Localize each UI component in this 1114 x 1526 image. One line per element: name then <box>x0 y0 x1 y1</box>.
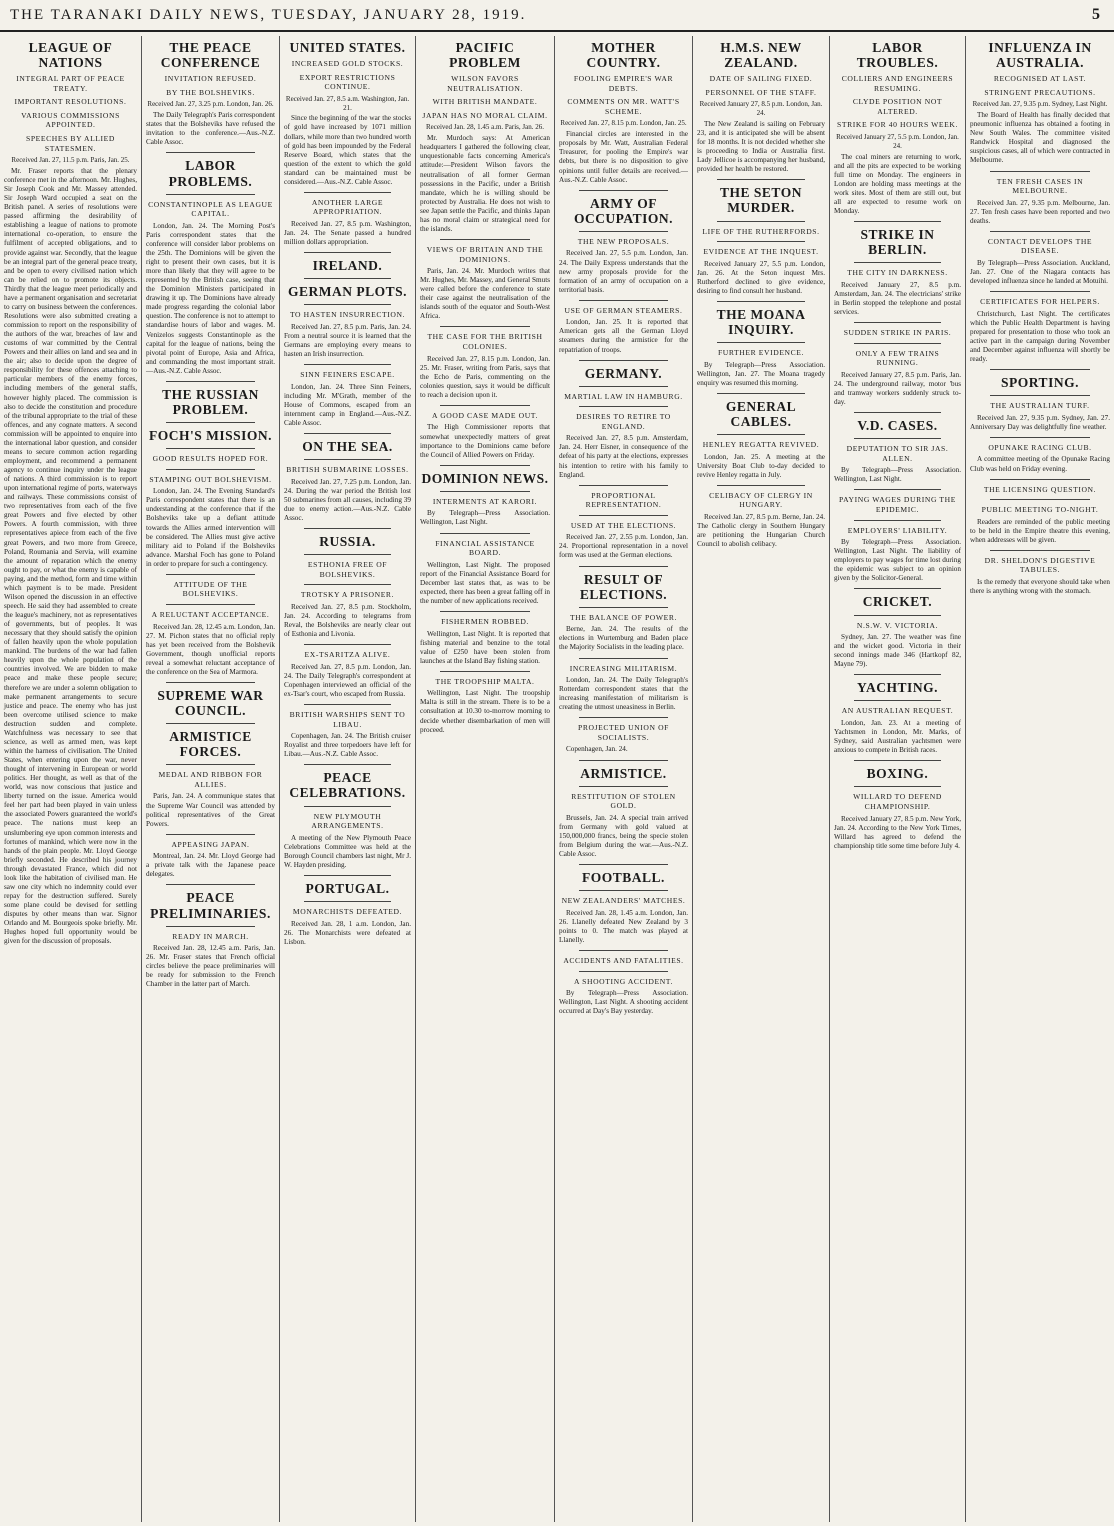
article-subheading: WILSON FAVORS NEUTRALISATION. <box>447 74 523 93</box>
article-subheading: COLLIERS AND ENGINEERS RESUMING. <box>841 74 954 93</box>
section-divider <box>579 658 668 659</box>
section-divider <box>304 528 391 529</box>
section-divider <box>717 301 805 302</box>
section-heading: THE SETON MURDER. <box>720 185 802 216</box>
section-heading: V.D. CASES. <box>857 418 938 434</box>
section-divider <box>304 278 391 279</box>
section-body: A meeting of the New Plymouth Peace Celebrations Committee was held at the Borough Council chambers last night, Mr J. W. Hayden presiding. <box>284 833 411 869</box>
section-divider <box>304 806 391 807</box>
section-heading: PROPORTIONAL REPRESENTATION. <box>585 490 662 510</box>
section-heading: EVIDENCE AT THE INQUEST. <box>703 247 819 257</box>
section-heading: CELIBACY OF CLERGY IN HUNGARY. <box>709 490 813 510</box>
section-body: London, Jan. 24. The Daily Telegraph's Rotterdam correspondent states that the increasing manifestation of militarism is creating the utmost uneasiness in Berlin. <box>559 676 688 712</box>
section-divider <box>854 786 941 787</box>
section-body: Received Jan. 27, 8.5 p.m. Amsterdam, Jan. 24. Herr Eisner, in consequence of the defeat of his party at the elections, expresses his intention to retire with his family to England. <box>559 434 688 479</box>
section-body: Received Jan. 27, 8.5 p.m. Paris, Jan. 24. From a neutral source it is learned that the Germans are employing every means to hasten an Irish insurrection. <box>284 323 411 359</box>
section-divider <box>440 611 530 612</box>
section-heading: BRITISH WARSHIPS SENT TO LIBAU. <box>289 709 406 729</box>
section-heading: RESULT OF ELECTIONS. <box>579 571 668 602</box>
section-heading: APPEASING JAPAN. <box>171 839 250 849</box>
section-divider <box>304 364 391 365</box>
section-heading: N.S.W. V. VICTORIA. <box>856 620 939 630</box>
section-body: Wellington, Last Night. The troopship Malta is still in the stream. There is to be a consultation at 10.30 to-morrow morning to decide whether disembarkation of men will proceed. <box>420 689 550 734</box>
section-divider <box>579 190 668 191</box>
section-body: Received Jan. 28, 1.45 a.m. London, Jan. 26. Llanelly defeated New Zealand by 3 points to 0. The match was played at Llanelly. <box>559 908 688 944</box>
section-heading: HENLEY REGATTA REVIVED. <box>702 440 820 450</box>
section-body: Received Jan. 28, 1 a.m. London, Jan. 26. The Monarchists were defeated at Lisbon. <box>284 919 411 946</box>
column-4 <box>416 36 555 1522</box>
masthead <box>0 0 1114 32</box>
section-heading: FISHERMEN ROBBED. <box>441 616 529 626</box>
section-body: London, Jan. 24. Three Sinn Feiners, including Mr. M'Grath, member of the House of Commons, escaped from an internment camp in England.—Aus.-N.Z. Cable Assoc. <box>284 382 411 428</box>
section-divider <box>304 304 391 305</box>
section-heading: TROTSKY A PRISONER. <box>300 590 395 600</box>
section-body: Brussels, Jan. 24. A special train arrived from Germany with gold valued at 150,000,000 francs, being the specie stolen from Belgium during the war.—Aus.-N.Z. Cable Assoc. <box>559 813 688 858</box>
section-divider <box>166 834 255 835</box>
section-heading: CERTIFICATES FOR HELPERS. <box>980 297 1100 307</box>
section-divider <box>304 252 391 253</box>
section-divider <box>579 890 668 891</box>
section-divider <box>579 950 668 951</box>
section-divider <box>854 412 941 413</box>
section-divider <box>579 566 668 567</box>
section-divider <box>579 360 668 361</box>
article-headline: H.M.S. NEW ZEALAND. <box>720 40 802 71</box>
section-divider <box>717 485 805 486</box>
section-heading: DESIRES TO RETIRE TO ENGLAND. <box>576 412 671 431</box>
section-heading: SUPREME WAR COUNCIL. <box>157 687 264 718</box>
section-divider <box>304 875 391 876</box>
article-subheading: PERSONNEL OF THE STAFF. <box>705 87 817 97</box>
section-body: Received January 27, 8.5 p.m. New York, Jan. 24. According to the New York Times, Willard has agreed to defend the championship title some time before July 4. <box>834 814 961 850</box>
section-heading: PORTUGAL. <box>305 880 390 896</box>
article-body: Since the beginning of the war the stocks of gold have increased by 1071 million dollars, while more than two hundred worth of gold has been impounded by the Federal Reserve Board, which states that the question of the extent to which the gold standard can be maintained must be considered.—Aus.-N.Z. Cable Assoc. <box>284 114 411 186</box>
section-heading: CONTACT DEVELOPS THE DISEASE. <box>987 236 1093 256</box>
section-heading: ARMISTICE FORCES. <box>169 729 252 760</box>
section-divider <box>304 584 391 585</box>
section-heading: PEACE CELEBRATIONS. <box>289 770 406 801</box>
section-body: Received Jan. 27, 5.5 p.m. London, Jan. 24. The Daily Express understands that the new army proposals provide for the formation of an army of occupation on a territorial basis. <box>559 249 688 294</box>
section-heading: TO HASTEN INSURRECTION. <box>289 310 406 320</box>
section-divider <box>990 171 1090 172</box>
article-headline: MOTHER COUNTRY. <box>586 40 661 71</box>
section-divider <box>304 554 391 555</box>
section-heading: ON THE SEA. <box>302 439 393 455</box>
section-body: By Telegraph—Press Association. Wellington, Last Night. <box>834 466 961 484</box>
section-divider <box>717 434 805 435</box>
article-dateline: Received Jan. 28, 1.45 a.m. Paris, Jan. 26. <box>425 123 544 132</box>
section-divider <box>854 674 941 675</box>
section-heading: EX-TSARITZA ALIVE. <box>304 650 391 660</box>
column-3 <box>280 36 416 1522</box>
section-body: Sydney, Jan. 27. The weather was fine and the wicket good. Victoria in their second innings made 346 (Hartkopf 82, Mayne 79). <box>834 633 961 669</box>
section-heading: A RELUCTANT ACCEPTANCE. <box>151 609 270 619</box>
section-divider <box>854 262 941 263</box>
section-heading: USE OF GERMAN STEAMERS. <box>564 305 683 315</box>
section-heading: ANOTHER LARGE APPROPRIATION. <box>311 197 384 217</box>
section-divider <box>854 700 941 701</box>
section-heading: GOOD RESULTS HOPED FOR. <box>152 454 269 464</box>
section-divider <box>854 615 941 616</box>
section-divider <box>854 588 941 589</box>
section-divider <box>579 864 668 865</box>
column-5 <box>555 36 693 1522</box>
section-heading: GERMAN PLOTS. <box>287 284 407 300</box>
section-heading: THE TROOPSHIP MALTA. <box>435 676 535 686</box>
article-headline: UNITED STATES. <box>289 40 406 55</box>
section-divider <box>854 760 941 761</box>
section-body: Received Jan. 27, 2.55 p.m. London, Jan. 24. Proportional representation in a novel form was used at the German elections. <box>559 533 688 560</box>
section-heading: GENERAL CABLES. <box>725 398 797 430</box>
section-divider <box>166 469 255 470</box>
section-body: Copenhagen, Jan. 24. The British cruiser Royalist and three torpedoers have left for Libau.—Aus.-N.Z. Cable Assoc. <box>284 732 411 759</box>
section-body: Wellington, Last Night. It is reported that fishing material and benzine to the total value of £250 have been stolen from launches at the Island Bay fishing station. <box>420 629 550 665</box>
section-divider <box>166 448 255 449</box>
section-divider <box>579 717 668 718</box>
section-body: Received Jan. 27, 7.25 p.m. London, Jan. 24. During the war period the British lost 50 submarines from all causes, including 39 due to enemy action.—Aus.-N.Z. Cable Assoc. <box>284 477 411 523</box>
section-body: London, Jan. 24. The Evening Standard's Paris correspondent states that there is an understanding at the conference that if the Bolsheviks take up a defiant attitude towards the Allies armed intervention will be considered. The Allies must give active military aid to Poland if the Bolsheviks advance. Marshal Foch has gone to Poland in order to prepare for such a contingency. <box>146 487 275 568</box>
section-heading: WILLARD TO DEFEND CHAMPIONSHIP. <box>853 792 942 811</box>
section-body: London, Jan. 25. It is reported that American gets all the German Lloyd steamers during the armistice for the repatriation of troops. <box>559 318 688 354</box>
section-heading: RUSSIA. <box>319 534 376 550</box>
section-body: By Telegraph—Press Association. Wellington, Last Night. The liability of employers to pay wages for time lost during the epidemic was subject to an opinion given by the Solicitor-General. <box>834 538 961 583</box>
section-divider <box>304 644 391 645</box>
section-heading: THE NEW PROPOSALS. <box>577 236 670 246</box>
section-heading: A SHOOTING ACCIDENT. <box>574 976 673 986</box>
section-heading: VIEWS OF BRITAIN AND THE DOMINIONS. <box>426 244 544 264</box>
section-body: Received Jan. 27, 9.35 p.m. Melbourne, Jan. 27. Ten fresh cases have been reported and two deaths. <box>970 198 1110 225</box>
section-divider <box>166 723 255 724</box>
section-divider <box>579 231 668 232</box>
section-body: Received January 27, 8.5 p.m. Paris, Jan. 24. The underground railway, motor 'bus and tramway workers suddenly struck to-day. <box>834 370 961 406</box>
section-body: Paris, Jan. 24. Mr. Murdoch writes that Mr. Hughes, Mr. Massey, and General Smuts were called before the conference to state their case against the neutralisation of the islands south of the equator and South-West Africa. <box>420 267 550 321</box>
article-subheading: JAPAN HAS NO MORAL CLAIM. <box>422 110 548 120</box>
article-headline: THE PEACE CONFERENCE <box>160 40 261 71</box>
section-divider <box>717 241 805 242</box>
section-heading: INTERMENTS AT KARORI. <box>432 496 538 506</box>
section-divider <box>717 179 805 180</box>
article-subheading: FOOLING EMPIRE'S WAR DEBTS. <box>573 74 674 93</box>
section-divider <box>990 499 1090 500</box>
column-7 <box>830 36 966 1522</box>
section-heading: YACHTING. <box>857 680 938 696</box>
section-body: Received Jan. 27, 8.15 p.m. London, Jan. 25. Mr. Fraser, writing from Paris, says that the Echo de Paris, commenting on the colonies question, says it would be difficult to reach a decision upon it. <box>420 354 550 399</box>
section-divider <box>440 465 530 466</box>
column-8 <box>966 36 1114 1522</box>
article-dateline: Received January 27, 5.5 p.m. London, Jan. 24. <box>836 133 959 150</box>
section-heading: ONLY A FEW TRAINS RUNNING. <box>855 348 940 368</box>
section-divider <box>440 533 530 534</box>
section-body: Paris, Jan. 24. A communique states that the Supreme War Council was attended by political representatives of the Great Powers. <box>146 792 275 828</box>
section-divider <box>304 433 391 434</box>
section-heading: PEACE PRELIMINARIES. <box>150 890 271 921</box>
section-heading: DOMINION NEWS. <box>421 470 549 486</box>
section-heading: NEW ZEALANDERS' MATCHES. <box>561 896 686 906</box>
section-body: A committee meeting of the Opunake Racing Club was held on Friday evening. <box>970 455 1110 473</box>
section-divider <box>166 604 255 605</box>
section-heading: STRIKE IN BERLIN. <box>860 227 935 258</box>
section-divider <box>854 343 941 344</box>
article-subheading: INTEGRAL PART OF PEACE TREATY. <box>16 74 125 93</box>
section-heading: INCREASING MILITARISM. <box>569 663 678 673</box>
section-body: Received Jan. 28, 12.45 a.m. London, Jan. 27. M. Pichon states that no official reply has yet been received from the Bolshevik Government, though unofficial reports reveal a somewhat reluctant acceptance of the conference on the Sea of Marmora. <box>146 622 275 676</box>
section-divider <box>579 485 668 486</box>
section-heading: CONSTANTINOPLE AS LEAGUE CAPITAL. <box>148 199 273 219</box>
article-subheading: INVITATION REFUSED. <box>164 74 257 84</box>
section-divider <box>579 300 668 301</box>
section-divider <box>440 671 530 672</box>
section-heading: THE AUSTRALIAN TURF. <box>990 401 1090 411</box>
section-heading: PROJECTED UNION OF SOCIALISTS. <box>578 723 669 742</box>
section-heading: MARTIAL LAW IN HAMBURG. <box>564 391 683 401</box>
section-heading: GERMANY. <box>584 365 663 381</box>
section-heading: SUDDEN STRIKE IN PARIS. <box>843 328 952 338</box>
section-heading: ARMISTICE. <box>580 765 667 781</box>
section-divider <box>166 764 255 765</box>
column-1 <box>0 36 142 1522</box>
section-heading: DR. SHELDON'S DIGESTIVE TABULES. <box>984 555 1096 575</box>
section-body: Received January 27, 5.5 p.m. London, Jan. 26. At the Seton inquest Mrs. Rutherford declined to give evidence, desiring to find consult her husband. <box>697 259 825 295</box>
section-body: Montreal, Jan. 24. Mr. Lloyd George had a private talk with the Japanese peace delegates. <box>146 852 275 879</box>
section-divider <box>166 884 255 885</box>
article-body: Mr. Fraser reports that the plenary conference met in the afternoon. Mr. Hughes, Sir Joseph Cook and Mr. Massey attended. Sir Joseph Ward occupied a seat on the British panel. A series of resolutions were passed affirming the desirability of establishing a league of nations to promote international co-operation, to ensure the fulfilment of accepted obligations, and to provide against war. Secondly, that the league be an integral part of the general peace treaty, and be open to every civilised nation which can be relied on to promote its objects. Thirdly that the league meet periodically and have a permanent organisation and secretariat to carry on business between the conferences. Resolutions were also submitted creating a commission to report on the responsibility of the authors of the war, breaches of law and customs of war committed by the Central Powers and their allies on land and sea and in the air; also to decide upon the degree of responsibility for these offences attaching to particular members of the enemy forces, including members of the general staffs, however highly placed. The commission is also to decide the constitution and procedure of the tribunal appropriate to the trial of these offences, and any cognate matters. A second commission will be appointed to enquire into the international labor question, and consider means to secure common action regarding employment, and recommend a permanent agency to continue inquiry under the league of nations. A third commission is to report upon international regime of ports, waterways and railways. These commissions consist of two representatives from each of the five great Powers and five elected by other Powers. A fourth commission, with three representatives apiece from each of the five great Powers, and two more from Greece, Poland, Roumania and Servia, will examine the amount of reparation which the enemy ought to pay, or what the enemy is capable of paying, and the method, form and time within which payment is to be made. President Wilson opened the discussion in an effective speech. He said they had assembled to create the league's machinery, not as representatives of governments, but of peoples. It was necessary that they should satisfy the opinion of fallen heavily upon the whole population mankind. The burdens of the war had fallen heavily upon the whole population of the countries involved. We are bidden to make peace and make these people secure; therefore we are under a solemn obligation to make permanent arrangements to secure justice and peace. The enemy who has just been overcome utilised science to make destruction sudden and complete. Watchfulness was necessary to see that science, as well as armed men, was kept within the harness of civilisation. The United States, when entering upon the war, never thought of intervening in European or world politics. Her thought, as well as that of the world, was now conscious that justice and liberty turned on the issue. America would feel her part had been played in vain unless the associated Powers guaranteed the world's peace. The nations must keep an unslumbering eye upon common interests and fortunes of mankind, which were now in the hands of the plain people. Mr. Lloyd George briefly seconded. He described his journey through devastated France, which did not look like the habitation of civilised man. He saw one city which no indemnity could ever repay for the destruction suffered. Surely some plane could be devised for settling disputes by other means than war. Signor Orlando and M. Bourgeois spoke briefly. Mr. Hughes hoped full opportunity would be given for the discussion of proposals. <box>4 166 137 946</box>
article-subheading: VARIOUS COMMISSIONS APPOINTED. <box>21 110 120 130</box>
section-divider <box>304 459 391 460</box>
article-dateline: Received Jan. 27, 8.15 p.m. London, Jan. 25. <box>560 119 687 128</box>
section-body: Received Jan. 27, 9.35 p.m. Sydney, Jan. 27. Anniversary Day was delightfully fine weather. <box>970 413 1110 431</box>
section-heading: SINN FEINERS ESCAPE. <box>300 370 395 380</box>
section-heading: FOOTBALL. <box>582 870 665 886</box>
article-subheading: CLYDE POSITION NOT ALTERED. <box>852 97 943 116</box>
section-divider <box>579 515 668 516</box>
section-body: Berne, Jan. 24. The results of the elections in Wurtemburg and Baden place the Majority Socialists in the leading place. <box>559 625 688 652</box>
section-divider <box>440 326 530 327</box>
section-body: By Telegraph—Press Association. Wellington, Last Night. <box>420 509 550 527</box>
section-heading: ATTITUDE OF THE BOLSHEVIKS. <box>173 579 248 599</box>
section-heading: ACCIDENTS AND FATALITIES. <box>563 955 684 965</box>
section-divider <box>166 152 255 153</box>
section-divider <box>579 786 668 787</box>
section-divider <box>990 369 1090 370</box>
section-heading: THE CITY IN DARKNESS. <box>847 268 948 278</box>
article-subheading: DATE OF SAILING FIXED. <box>709 74 813 84</box>
section-divider <box>854 438 941 439</box>
section-divider <box>304 704 391 705</box>
section-body: Received Jan. 27, 8.5 p.m. Washington, Jan. 24. The Senate passed a hundred million dollars appropriation. <box>284 220 411 247</box>
section-divider <box>990 291 1090 292</box>
section-heading: FURTHER EVIDENCE. <box>717 348 805 358</box>
section-divider <box>990 437 1090 438</box>
section-heading: FINANCIAL ASSISTANCE BOARD. <box>435 538 535 558</box>
section-body: Received Jan. 27, 8.5 p.m. London, Jan. 24. The Daily Telegraph's correspondent at Copenhagen interviewed an official of the ex-Tsar's court, who escaped from Russia. <box>284 662 411 698</box>
section-heading: THE RUSSIAN PROBLEM. <box>162 386 259 417</box>
section-divider <box>304 901 391 902</box>
section-heading: OPUNAKE RACING CLUB. <box>988 442 1092 452</box>
section-divider <box>579 760 668 761</box>
article-subheading: SPEECHES BY ALLIED STATESMEN. <box>26 134 115 153</box>
section-heading: RESTITUTION OF STOLEN GOLD. <box>571 791 676 811</box>
section-heading: THE MOANA INQUIRY. <box>716 306 806 338</box>
section-heading: IRELAND. <box>312 258 383 274</box>
section-heading: NEW PLYMOUTH ARRANGEMENTS. <box>311 811 384 831</box>
section-divider <box>166 381 255 382</box>
section-divider <box>304 192 391 193</box>
article-body: The Daily Telegraph's Paris correspondent states that the Bolsheviks have refused the invitation to the conference.—Aus.-N.Z. Cable Assoc. <box>146 111 276 147</box>
section-body: Received January 27, 8.5 p.m. Amsterdam, Jan. 24. The electricians' strike in Berlin stopped the telephone and postal services. <box>834 280 961 317</box>
section-heading: THE BALANCE OF POWER. <box>569 612 678 622</box>
article-dateline: Received Jan. 27, 11.5 p.m. Paris, Jan. 25. <box>11 156 130 165</box>
section-divider <box>166 926 255 927</box>
article-headline: PACIFIC PROBLEM <box>449 40 521 71</box>
section-divider <box>717 221 805 222</box>
section-heading: LABOR PROBLEMS. <box>168 158 253 189</box>
section-divider <box>304 764 391 765</box>
section-divider <box>579 971 668 972</box>
article-subheading: IMPORTANT RESOLUTIONS. <box>14 97 127 107</box>
section-body: Received Jan. 27, 8.5 p.m. Berne, Jan. 24. The Catholic clergy in Southern Hungary are petitioning the Hungarian Church Council to abolish celibacy. <box>697 513 825 549</box>
section-heading: CRICKET. <box>862 594 933 610</box>
section-divider <box>717 342 805 343</box>
section-divider <box>854 221 941 222</box>
article-body: The Board of Health has finally decided that pneumonic influenza has obtained a footing in New South Wales. The committee visited Randwick Hospital and diagnosed the suspicious cases, all of which were contracted in Melbourne. <box>970 111 1110 165</box>
section-heading: USED AT THE ELECTIONS. <box>570 520 677 530</box>
section-divider <box>990 231 1090 232</box>
section-body: By Telegraph—Press Association. Wellington, Last Night. A shooting accident occurred at Day's Bay yesterday. <box>559 989 688 1016</box>
section-heading: ARMY OF OCCUPATION. <box>573 195 674 226</box>
section-heading: FOCH'S MISSION. <box>148 428 273 444</box>
column-2 <box>142 36 280 1522</box>
article-subheading: BY THE BOLSHEVIKS. <box>166 87 255 97</box>
article-dateline: Received Jan. 27, 8.5 a.m. Washington, Jan. 21. <box>285 94 410 112</box>
section-divider <box>440 239 530 240</box>
section-heading: DEPUTATION TO SIR JAS. ALLEN. <box>846 444 949 463</box>
article-headline: INFLUENZA IN AUSTRALIA. <box>988 40 1092 71</box>
section-divider <box>990 550 1090 551</box>
section-body: Copenhagen, Jan. 24. <box>566 745 628 754</box>
article-dateline: Received Jan. 27, 3.25 p.m. London, Jan. 26. <box>147 100 274 109</box>
section-heading: TEN FRESH CASES IN MELBOURNE. <box>996 176 1084 196</box>
section-heading: AN AUSTRALIAN REQUEST. <box>841 706 954 716</box>
section-divider <box>579 607 668 608</box>
page-number: 5 <box>1092 6 1100 23</box>
article-body: The coal miners are returning to work, and all the pits are expected to be working full time on Monday. The engineers in London are holding mass meetings at the work sites. Most of them are still out, but all are expected to resume work on Monday. <box>834 152 961 216</box>
section-divider <box>990 479 1090 480</box>
section-heading: READY IN MARCH. <box>172 931 249 941</box>
article-subheading: INCREASED GOLD STOCKS. <box>291 59 404 69</box>
section-divider <box>579 406 668 407</box>
section-body: London, Jan. 23. At a meeting of Yachtsmen in London, Mr. Marks, of Sydney, said Australian yachtsmen were anxious to compete in British races. <box>834 719 961 755</box>
article-body: Mr. Murdoch says: At American headquarters I gathered the following clear, unquestionable facts concerning America's attitude:—President Wilson favors the neutralisation of all former German possessions in the Pacific, under a British mandate, which he is willing should be protected by Australia. He does not wish to see Japan settle the Pacific, and thinks Japan has no moral claim or strategical need for the islands. <box>420 134 550 233</box>
section-heading: PAYING WAGES DURING THE EPIDEMIC. <box>839 495 956 514</box>
section-body: London, Jan. 25. A meeting at the University Boat Club to-day decided to revive Henley regatta in July. <box>697 452 825 479</box>
article-headline: LEAGUE OF NATIONS <box>28 40 113 71</box>
section-heading: MEDAL AND RIBBON FOR ALLIES. <box>158 770 263 789</box>
section-heading: A GOOD CASE MADE OUT. <box>432 410 538 420</box>
section-heading: LIFE OF THE RUTHERFORDS. <box>702 226 820 236</box>
section-divider <box>166 194 255 195</box>
article-subheading: EXPORT RESTRICTIONS CONTINUE. <box>299 72 396 92</box>
section-body: Readers are reminded of the public meeting to be held in the Empire theatre this evening, when addresses will be given. <box>970 517 1110 544</box>
section-heading: BOXING. <box>866 766 929 782</box>
section-body: Received Jan. 27, 8.5 p.m. Stockholm, Jan. 24. According to telegrams from Reval, the Bolsheviks are nearly clear out of Esthonia and Livonia. <box>284 602 411 639</box>
section-body: Wellington, Last Night. The proposed report of the Financial Assistance Board for December last states that, as was to be expected, there has been a great falling off in the number of new applications received. <box>420 560 550 605</box>
article-dateline: Received Jan. 27, 9.35 p.m. Sydney, Last Night. <box>972 100 1108 109</box>
section-heading: BRITISH SUBMARINE LOSSES. <box>286 465 409 475</box>
section-divider <box>854 489 941 490</box>
article-subheading: COMMENTS ON MR. WATT'S SCHEME. <box>567 97 680 116</box>
section-divider <box>854 520 941 521</box>
section-body: By Telegraph—Press Association. Auckland, Jan. 27. One of the Niagara contacts has developed influenza since he landed at Motuihi. <box>970 258 1110 286</box>
section-body: By Telegraph—Press Association. Wellington, Jan. 27. The Moana tragedy enquiry was resumed this morning. <box>697 360 825 387</box>
article-body: The New Zealand is sailing on February 23, and it is anticipated she will be absent for 18 months. It is not decided whether she is proceeding to India or Australia first. Lady Jellicoe is accompanying her husband, provided her health be restored. <box>697 119 825 174</box>
section-divider <box>990 395 1090 396</box>
section-divider <box>579 386 668 387</box>
masthead-title: THE TARANAKI DAILY NEWS, TUESDAY, JANUARY 28, 1919. <box>10 6 527 23</box>
section-body: The High Commissioner reports that somewhat unexpectedly matters of great importance to the Dominions came before the Council of Allied Powers on Friday. <box>420 423 550 459</box>
section-body: Is the remedy that everyone should take when there is anything wrong with the stomach. <box>970 578 1110 596</box>
section-heading: MONARCHISTS DEFEATED. <box>292 907 403 916</box>
article-dateline: Received January 27, 8.5 p.m. London, Jan. 24. <box>699 100 823 118</box>
section-heading: PUBLIC MEETING TO-NIGHT. <box>981 505 1099 515</box>
section-heading: SPORTING. <box>1001 375 1079 391</box>
section-divider <box>717 393 805 394</box>
section-heading: STAMPING OUT BOLSHEVISM. <box>149 474 272 484</box>
section-divider <box>440 491 530 492</box>
section-divider <box>166 682 255 683</box>
section-heading: EMPLOYERS' LIABILITY. <box>847 525 948 535</box>
section-heading: ESTHONIA FREE OF BOLSHEVIKS. <box>307 560 388 579</box>
section-divider <box>166 422 255 423</box>
section-body: Received Jan. 28, 12.45 a.m. Paris, Jan. 26. Mr. Fraser states that French official circles believe the peace preliminaries will be ready for submission to the French Chamber in the latter part of March. <box>146 944 275 989</box>
article-subheading: STRIKE FOR 40 HOURS WEEK. <box>837 120 958 130</box>
section-body: Christchurch, Last Night. The certificates which the Public Health Department is having prepared for presentation to those who took an active part in the campaign during November and December against influenza will shortly be ready. <box>970 309 1110 364</box>
section-divider <box>854 322 941 323</box>
article-headline: LABOR TROUBLES. <box>856 40 939 71</box>
article-subheading: STRINGENT PRECAUTIONS. <box>984 87 1096 97</box>
section-divider <box>166 574 255 575</box>
section-divider <box>440 405 530 406</box>
column-6 <box>693 36 830 1522</box>
section-heading: THE CASE FOR THE BRITISH COLONIES. <box>427 332 543 352</box>
article-subheading: RECOGNISED AT LAST. <box>993 74 1087 84</box>
article-subheading: WITH BRITISH MANDATE. <box>432 97 538 107</box>
section-body: London, Jan. 24. The Morning Post's Paris correspondent states that the conference will consider labor problems on the 25th. The Dominions will be given the right to present their own cases, but it is more than likely that they will agree to be represented by the British case, seeing that the Dominion Ministers participated in drawing it up. The Dominions have already made progress regarding the colonial labor question. The conference is not to attempt to standardise hours of labor and wages. M. Venizelos suggests Constantinople as the capital for the league of nations, being the pivotal point of Europe, Asia and Africa, and commanding the most important strait.—Aus.-N.Z. Cable Assoc. <box>146 221 275 375</box>
article-body: Financial circles are interested in the proposals by Mr. Watt, Australian Federal Treasurer, for pooling the Empire's war debts, but there is no disposition to give opinions until fuller details are received.—Aus.-N.Z. Cable Assoc. <box>559 130 688 184</box>
section-heading: THE LICENSING QUESTION. <box>983 484 1097 494</box>
